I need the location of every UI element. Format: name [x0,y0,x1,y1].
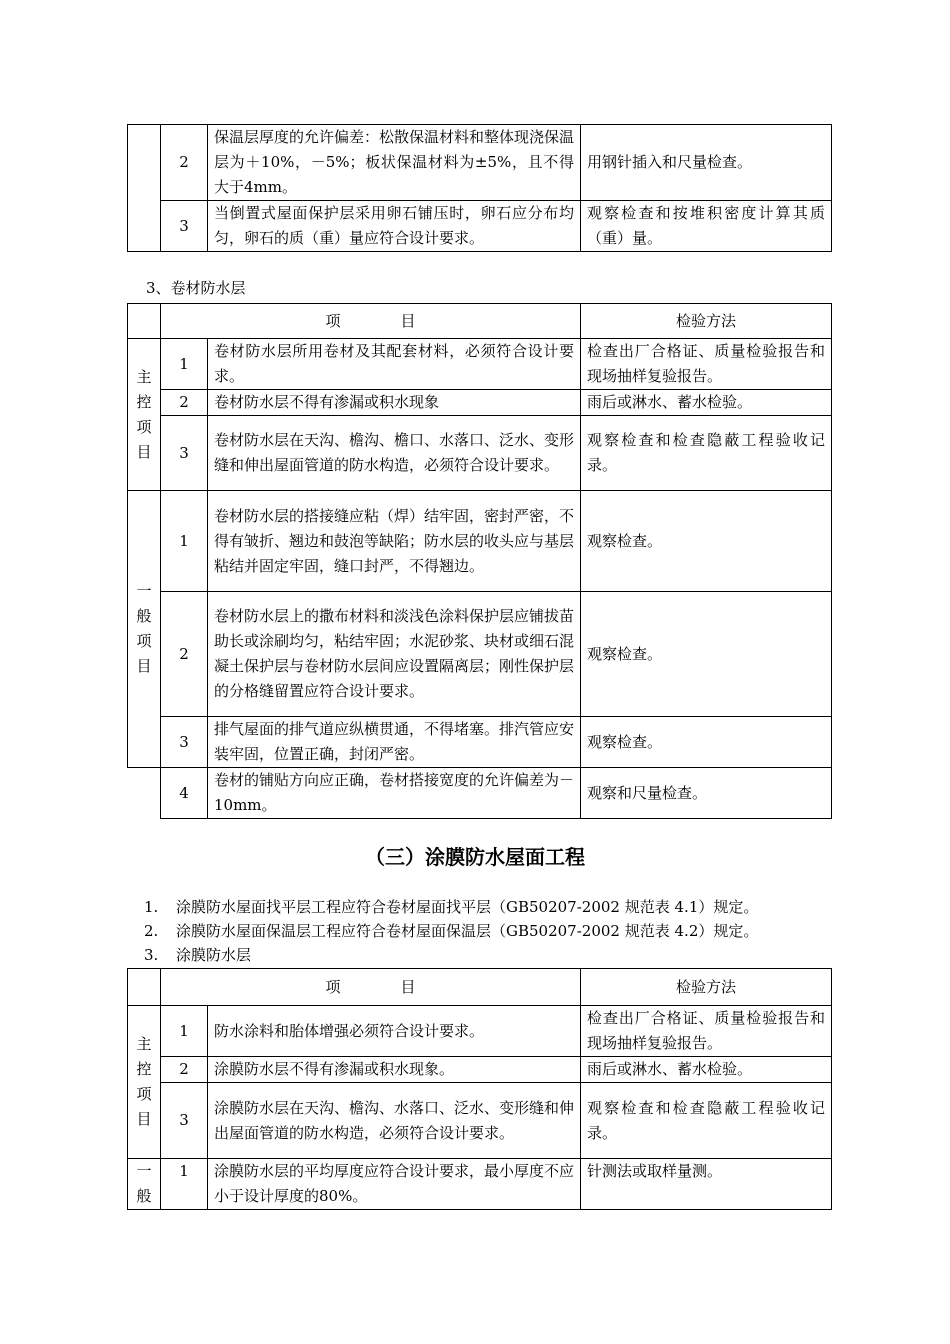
list-item [144,920,758,942]
table-row [128,592,832,717]
table-row [128,491,832,592]
header-method: 检验方法 [581,969,832,1006]
list-text: 涂膜防水屋面保温层工程应符合卷材屋面保温层（GB50207-2002 规范表 4.2）规定。 [176,922,759,940]
group-char: 主 [136,367,152,386]
method-text: 观察检查和检查隐蔽工程验收记录。 [581,416,832,491]
group-char: 主 [136,1035,152,1053]
group-char: 控 [136,1060,152,1078]
method-text: 观察检查。 [581,592,832,717]
item-text: 保温层厚度的允许偏差：松散保温材料和整体现浇保温层为＋10%，－5%；板状保温材料为±5%，且不得大于4mm。 [208,125,581,201]
row-number: 3 [161,416,208,491]
group-char: 目 [136,1110,152,1128]
group-char: 目 [136,442,152,461]
group-label-main-control [128,1006,161,1159]
item-text: 卷材防水层不得有渗漏或积水现象 [208,390,581,416]
item-text: 卷材的铺贴方向应正确，卷材搭接宽度的允许偏差为－10mm。 [208,768,581,819]
header-blank-cell [128,304,161,339]
list-text: 涂膜防水屋面找平层工程应符合卷材屋面找平层（GB50207-2002 规范表 4.1）规定。 [176,898,759,916]
insulation-table-continued [127,124,832,252]
table-header-row [128,304,832,339]
row-number: 1 [161,1159,208,1210]
table-row [128,1159,832,1210]
table-row [128,768,832,819]
table-row [128,717,832,768]
method-text: 检查出厂合格证、质量检验报告和现场抽样复验报告。 [581,339,832,390]
item-text: 防水涂料和胎体增强必须符合设计要求。 [208,1006,581,1057]
method-text: 雨后或淋水、蓄水检验。 [581,390,832,416]
section-title-coating: （三）涂膜防水屋面工程 [365,845,585,869]
row-number: 1 [161,1006,208,1057]
method-text: 观察检查。 [581,717,832,768]
list-item [144,944,251,966]
row-number: 2 [161,592,208,717]
method-text: 针测法或取样量测。 [581,1159,832,1210]
group-label-general [128,1159,161,1210]
group-cell [128,125,161,252]
item-text: 卷材防水层所用卷材及其配套材料，必须符合设计要求。 [208,339,581,390]
table-header-row [128,969,832,1006]
row-number: 2 [161,125,208,201]
coating-waterproof-table [127,968,832,1210]
row-number: 2 [161,390,208,416]
item-text: 当倒置式屋面保护层采用卵石铺压时，卵石应分布均匀，卵石的质（重）量应符合设计要求。 [208,201,581,252]
group-char: 项 [136,417,152,436]
header-item: 项 目 [161,969,581,1006]
header-blank-cell [128,969,161,1006]
method-text: 观察和尺量检查。 [581,768,832,819]
group-label-general [128,491,161,768]
list-text: 涂膜防水层 [176,946,252,964]
list-number: 2. [144,922,159,940]
item-text: 涂膜防水层的平均厚度应符合设计要求，最小厚度不应小于设计厚度的80%。 [208,1159,581,1210]
group-char: 般 [136,607,152,625]
membrane-waterproof-table [127,303,832,819]
section-caption-membrane: 3、卷材防水层 [146,279,246,297]
group-char: 项 [136,1085,152,1103]
group-char: 一 [136,1162,152,1180]
header-method: 检验方法 [581,304,832,339]
table-row [128,1057,832,1083]
table-row [128,339,832,390]
table-row [128,125,832,201]
list-number: 1. [144,898,159,916]
row-number: 3 [161,201,208,252]
row-number: 4 [161,768,208,819]
item-text: 涂膜防水层在天沟、檐沟、水落口、泛水、变形缝和伸出屋面管道的防水构造，必须符合设计要求。 [208,1083,581,1159]
item-text: 涂膜防水层不得有渗漏或积水现象。 [208,1057,581,1083]
table-row [128,416,832,491]
method-text: 观察检查和检查隐蔽工程验收记录。 [581,1083,832,1159]
list-item [144,896,758,918]
table-row [128,390,832,416]
group-label-main-control [128,339,161,491]
method-text: 观察检查。 [581,491,832,592]
header-item: 项 目 [161,304,581,339]
table-row [128,1006,832,1057]
group-char: 控 [136,392,152,411]
row-number: 3 [161,717,208,768]
method-text: 雨后或淋水、蓄水检验。 [581,1057,832,1083]
method-text: 观察检查和按堆积密度计算其质（重）量。 [581,201,832,252]
row-number: 3 [161,1083,208,1159]
group-cell-empty [128,768,161,819]
group-char: 一 [136,582,152,600]
item-text: 排气屋面的排气道应纵横贯通，不得堵塞。排汽管应安装牢固，位置正确，封闭严密。 [208,717,581,768]
method-text: 用钢针插入和尺量检查。 [581,125,832,201]
row-number: 1 [161,339,208,390]
row-number: 1 [161,491,208,592]
item-text: 卷材防水层上的撒布材料和淡浅色涂料保护层应铺拔苗助长或涂刷均匀，粘结牢固；水泥砂浆、块材或细石混凝土保护层与卷材防水层间应设置隔离层；刚性保护层的分格缝留置应符合设计要求。 [208,592,581,717]
row-number: 2 [161,1057,208,1083]
item-text: 卷材防水层在天沟、檐沟、檐口、水落口、泛水、变形缝和伸出屋面管道的防水构造，必须符合设计要求。 [208,416,581,491]
group-char: 目 [136,657,152,675]
table-row [128,1083,832,1159]
table-row [128,201,832,252]
list-number: 3. [144,946,159,964]
method-text: 检查出厂合格证、质量检验报告和现场抽样复验报告。 [581,1006,832,1057]
group-char: 项 [136,632,152,650]
group-char: 般 [136,1187,152,1205]
item-text: 卷材防水层的搭接缝应粘（焊）结牢固，密封严密，不得有皱折、翘边和鼓泡等缺陷；防水层的收头应与基层粘结并固定牢固，缝口封严，不得翘边。 [208,491,581,592]
